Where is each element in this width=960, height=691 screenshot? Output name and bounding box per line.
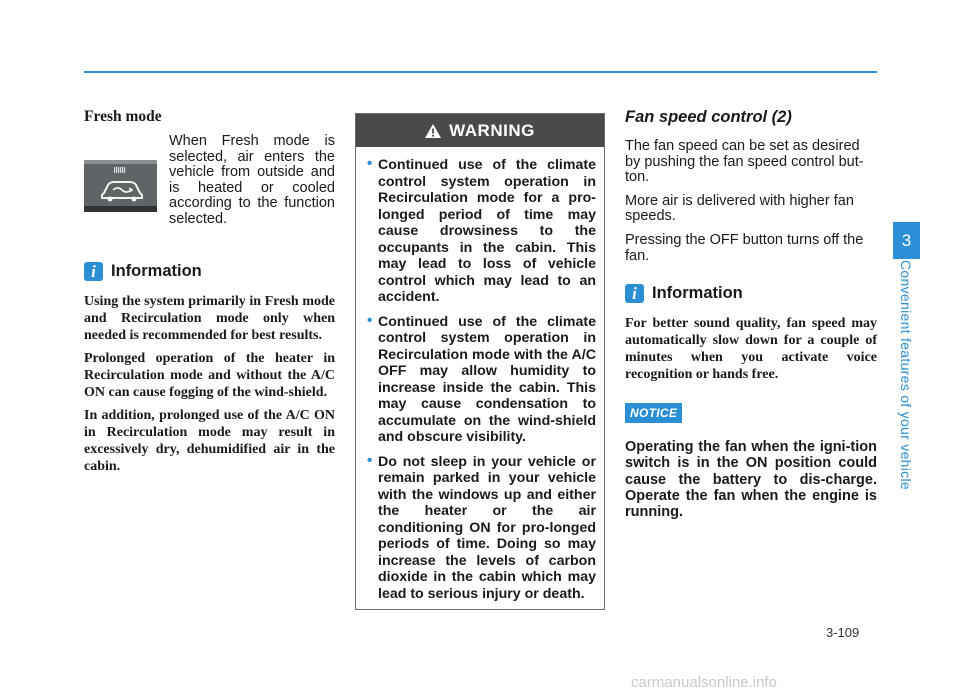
warning-item — [367, 451, 596, 603]
page-number: 3-109 — [826, 625, 860, 640]
warning-item — [367, 155, 596, 306]
info-paragraph: Using the system primarily in Fresh mode and Recirculation mode only when needed is recommended for best results. — [84, 294, 335, 343]
fresh-air-car-icon — [84, 160, 157, 212]
info-heading — [625, 284, 877, 303]
fan-paragraph: The fan speed can be set as desired by pushing the fan speed control but-ton. — [625, 138, 864, 186]
info-icon: i — [625, 284, 644, 303]
left-column — [84, 108, 335, 481]
fresh-mode-block — [84, 134, 335, 242]
warning-triangle-icon — [425, 124, 441, 138]
fan-paragraph: More air is delivered with higher fan speeds. — [625, 192, 854, 225]
info-paragraph: In addition, prolonged use of the A/C ON in Recirculation mode may result in excessively dry, dehumidified air in the cabin. — [84, 408, 335, 474]
warning-box — [355, 113, 605, 610]
warning-item-text: Continued use of the climate control system operation in Recirculation mode with the A/C OFF may allow humidity to increase inside the cabin. This may cause condensation to accumulate on the wind-shield and obscure visibility. — [378, 313, 596, 445]
fresh-mode-description: When Fresh mode is selected, air enters the vehicle from outside and is heated or cooled according to the function selected. — [169, 133, 335, 227]
chapter-title: Convenient features of your vehicle — [898, 260, 914, 490]
notice-text: Operating the fan when the igni-tion switch is in the ON position could cause the battery to dis-charge. Operate the fan when the engine is running. — [625, 439, 877, 521]
fan-speed-title: Fan speed control (2) — [625, 108, 792, 126]
watermark: carmanualsonline.info — [631, 674, 777, 691]
info-heading — [84, 262, 335, 281]
warning-list — [356, 147, 604, 602]
bullet-icon: • — [367, 155, 373, 172]
right-column — [625, 108, 877, 521]
warning-item-text: Continued use of the climate control system operation in Recirculation mode for a pro-longed period of time may cause drowsiness to the occupants in the cabin. This may lead to loss of vehicle control which may lead to an accident. — [378, 157, 596, 305]
fan-paragraph: Pressing the OFF button turns off the fan. — [625, 231, 864, 264]
warning-item — [367, 311, 596, 446]
bullet-icon: • — [367, 451, 373, 469]
chapter-tab: 3 — [893, 222, 920, 259]
warning-header — [356, 114, 604, 147]
warning-title: WARNING — [449, 120, 535, 140]
bullet-icon: • — [367, 311, 373, 329]
warning-item-text: Do not sleep in your vehicle or remain parked in your vehicle with the windows up and either the heater or the air conditioning ON for pro-longed periods of time. Doing so may increase the levels of carbon dioxide in the cabin which may lead to serious injury or death. — [378, 453, 596, 602]
info-paragraph: For better sound quality, fan speed may automatically slow down for a couple of minutes when you activate voice recognition or hands free. — [625, 316, 877, 383]
top-divider — [84, 71, 877, 73]
notice-badge: NOTICE — [625, 403, 682, 423]
info-label: Information — [652, 284, 743, 303]
fresh-mode-heading: Fresh mode — [84, 108, 162, 125]
info-paragraph: Prolonged operation of the heater in Recirculation mode and without the A/C ON can cause fogging of the wind-shield. — [84, 351, 335, 400]
info-label: Information — [111, 262, 202, 280]
info-icon: i — [84, 262, 103, 281]
